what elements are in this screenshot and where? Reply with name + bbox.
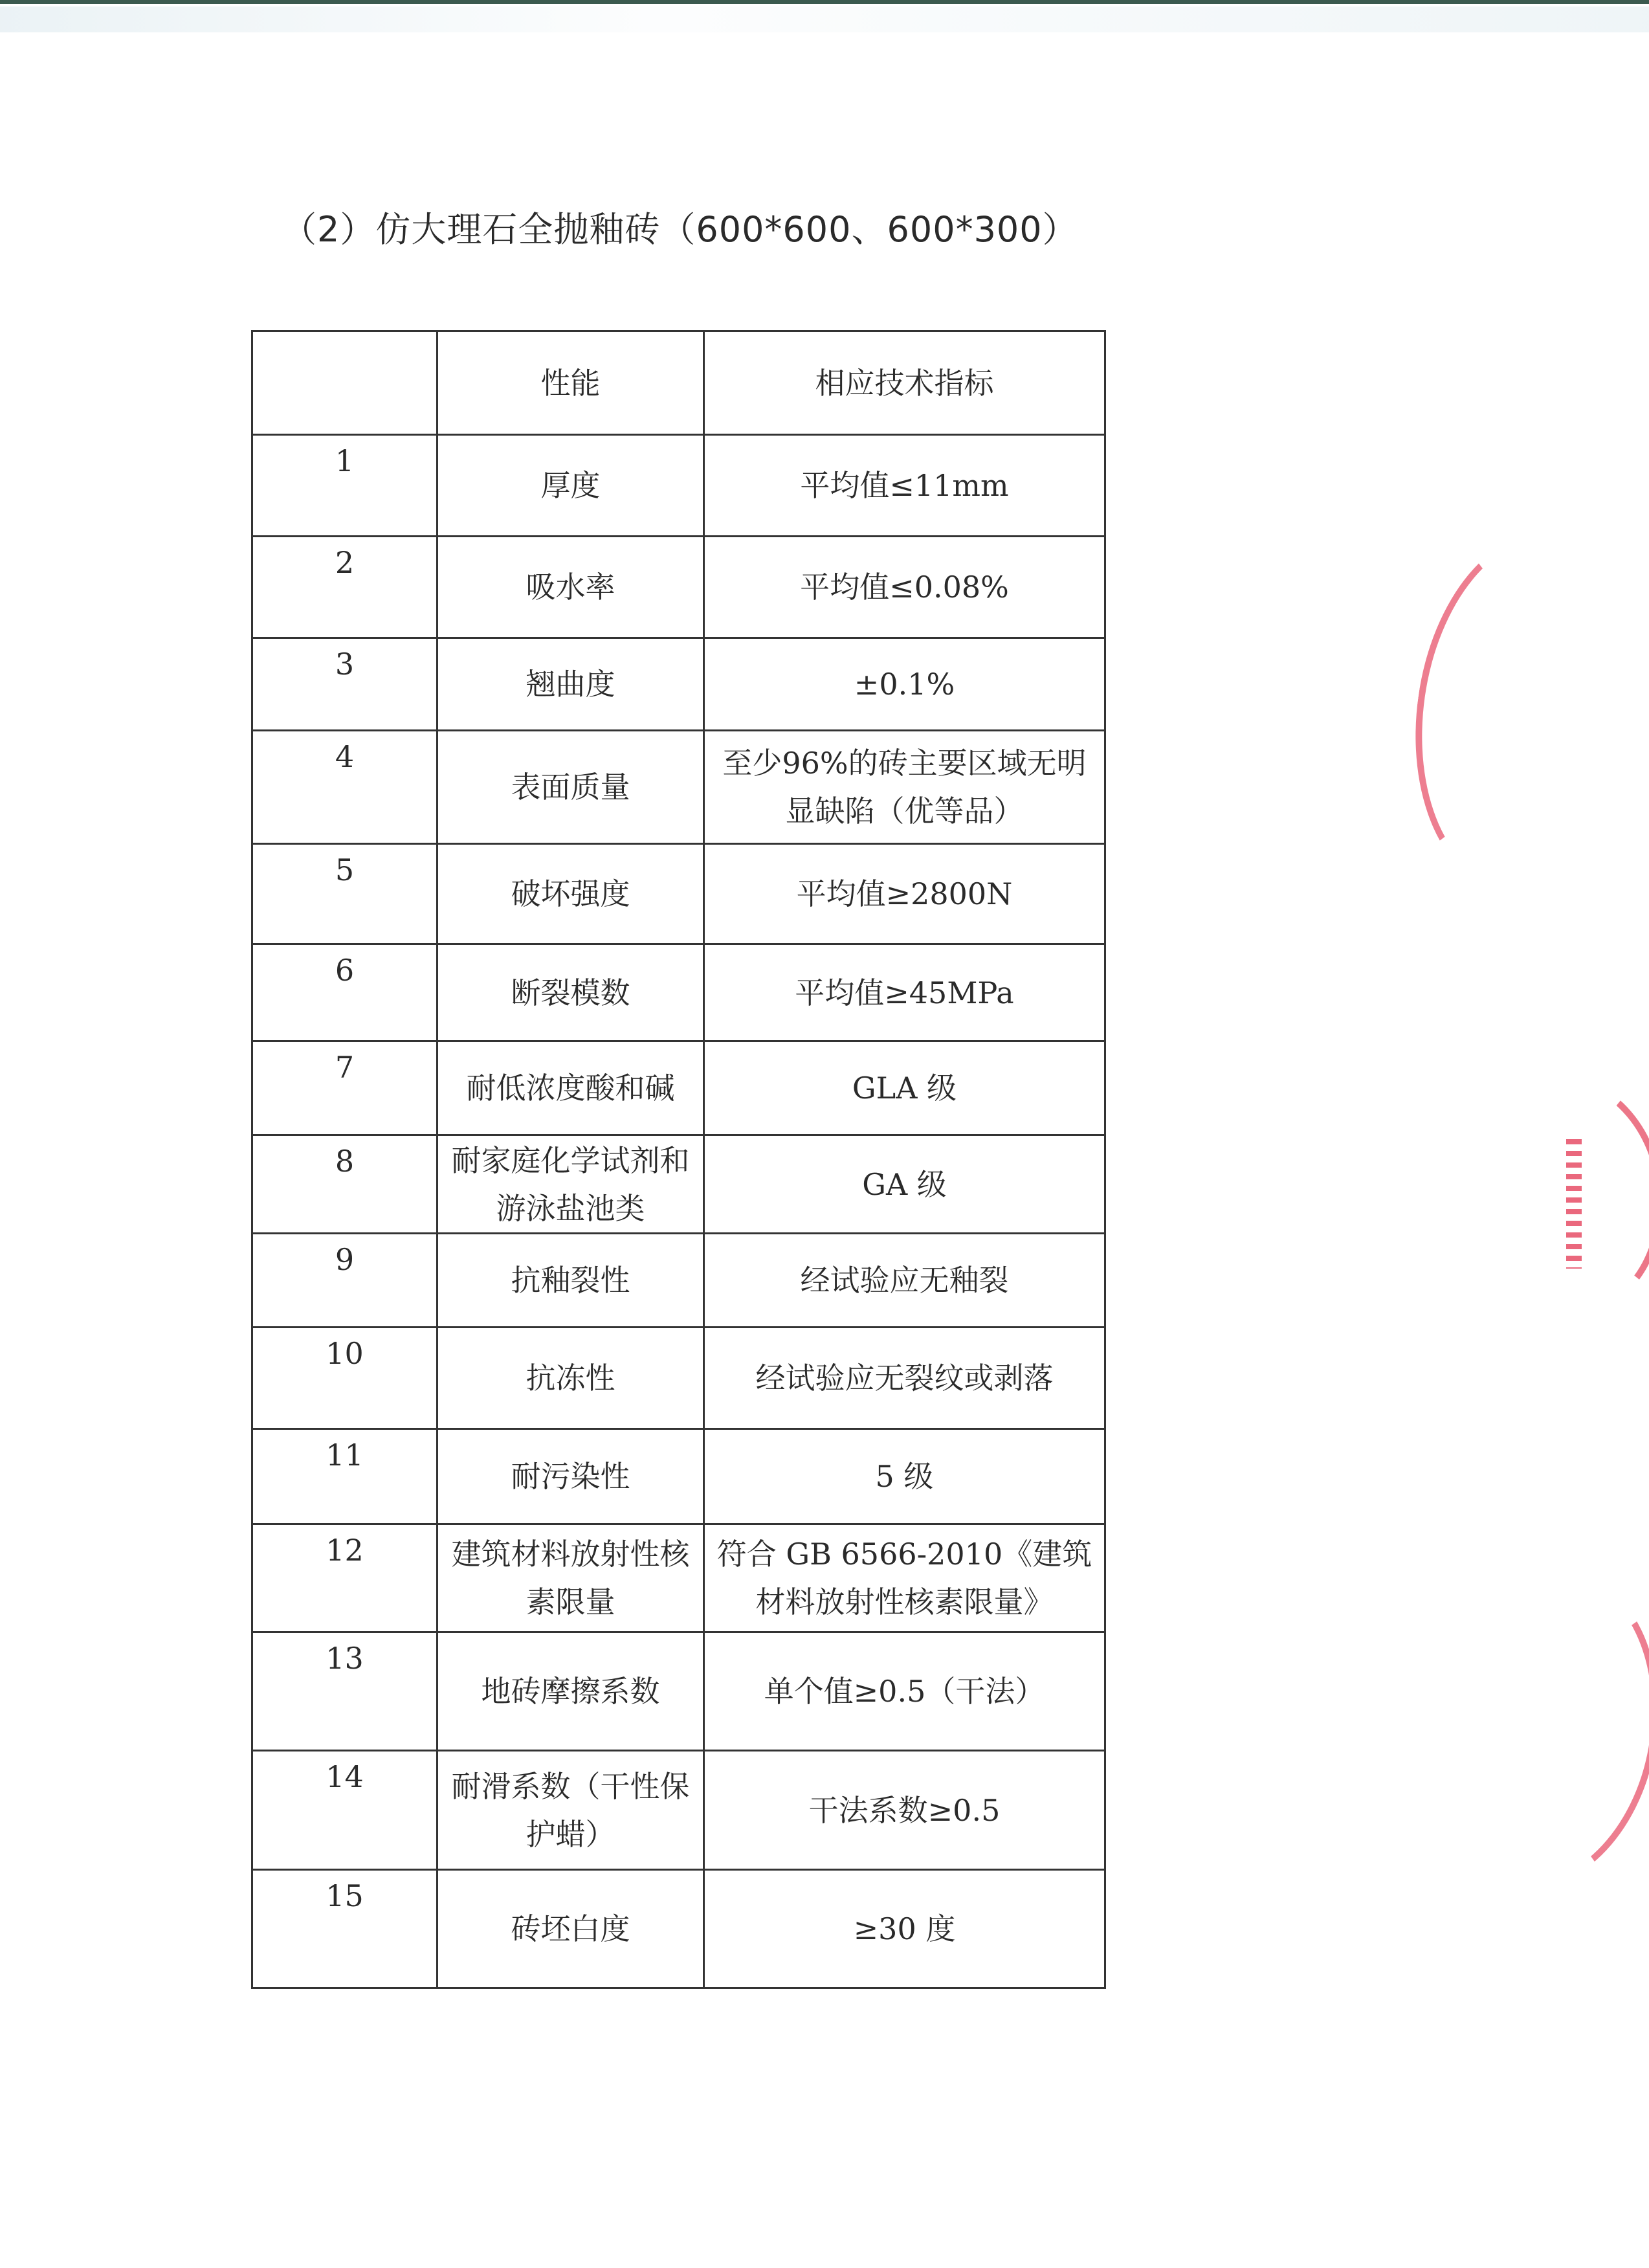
row-property: 耐低浓度酸和碱 <box>437 1041 704 1135</box>
row-property: 断裂模数 <box>437 944 704 1041</box>
header-cell-property: 性能 <box>437 331 704 435</box>
row-number: 7 <box>252 1041 437 1135</box>
row-value: ≥30 度 <box>704 1870 1105 1988</box>
row-number: 14 <box>252 1751 437 1870</box>
header-cell-index <box>252 331 437 435</box>
row-value: 平均值≥2800N <box>704 844 1105 944</box>
row-property: 厚度 <box>437 435 704 537</box>
row-value: GA 级 <box>704 1135 1105 1234</box>
row-number: 8 <box>252 1135 437 1234</box>
row-value: 至少96%的砖主要区域无明显缺陷（优等品） <box>704 731 1105 844</box>
row-property: 抗釉裂性 <box>437 1234 704 1328</box>
table-row <box>252 731 1105 844</box>
row-property: 建筑材料放射性核素限量 <box>437 1524 704 1632</box>
row-property: 地砖摩擦系数 <box>437 1632 704 1751</box>
row-number: 13 <box>252 1632 437 1751</box>
row-number: 5 <box>252 844 437 944</box>
row-property: 耐家庭化学试剂和游泳盐池类 <box>437 1135 704 1234</box>
table-row <box>252 435 1105 537</box>
red-seal-partial <box>1444 1064 1649 1330</box>
row-property: 耐污染性 <box>437 1429 704 1524</box>
row-value: ±0.1% <box>704 638 1105 731</box>
spec-table <box>251 330 1106 1989</box>
row-number: 4 <box>252 731 437 844</box>
table-row <box>252 1632 1105 1751</box>
row-number: 3 <box>252 638 437 731</box>
row-value: 平均值≤0.08% <box>704 537 1105 638</box>
row-number: 15 <box>252 1870 437 1988</box>
red-stamp-partial <box>1393 517 1649 907</box>
row-number: 12 <box>252 1524 437 1632</box>
row-value: 经试验应无裂纹或剥落 <box>704 1328 1105 1429</box>
seal-number-marks <box>1566 1139 1582 1269</box>
row-number: 11 <box>252 1429 437 1524</box>
row-number: 6 <box>252 944 437 1041</box>
row-value: 平均值≤11mm <box>704 435 1105 537</box>
row-number: 10 <box>252 1328 437 1429</box>
table-row <box>252 844 1105 944</box>
red-stamp-partial <box>1397 1549 1649 1908</box>
row-value: 干法系数≥0.5 <box>704 1751 1105 1870</box>
row-value: GLA 级 <box>704 1041 1105 1135</box>
table-row <box>252 1041 1105 1135</box>
table-row <box>252 1234 1105 1328</box>
table-row <box>252 638 1105 731</box>
table-row <box>252 1328 1105 1429</box>
table-row <box>252 1870 1105 1988</box>
row-number: 1 <box>252 435 437 537</box>
row-value: 单个值≥0.5（干法） <box>704 1632 1105 1751</box>
table-row <box>252 1135 1105 1234</box>
row-value: 平均值≥45MPa <box>704 944 1105 1041</box>
row-property: 耐滑系数（干性保护蜡） <box>437 1751 704 1870</box>
row-property: 砖坯白度 <box>437 1870 704 1988</box>
table-header-row <box>252 331 1105 435</box>
section-title: （2）仿大理石全抛釉砖（600*600、600*300） <box>282 209 1078 250</box>
table-row <box>252 944 1105 1041</box>
row-value: 符合 GB 6566-2010《建筑材料放射性核素限量》 <box>704 1524 1105 1632</box>
scan-top-edge <box>0 0 1649 4</box>
table-row <box>252 1751 1105 1870</box>
row-value: 经试验应无釉裂 <box>704 1234 1105 1328</box>
row-property: 翘曲度 <box>437 638 704 731</box>
row-property: 抗冻性 <box>437 1328 704 1429</box>
table-row <box>252 1524 1105 1632</box>
header-cell-value: 相应技术指标 <box>704 331 1105 435</box>
row-property: 表面质量 <box>437 731 704 844</box>
row-value: 5 级 <box>704 1429 1105 1524</box>
row-property: 吸水率 <box>437 537 704 638</box>
scan-artifact <box>0 6 1649 32</box>
table-row <box>252 537 1105 638</box>
row-number: 2 <box>252 537 437 638</box>
row-number: 9 <box>252 1234 437 1328</box>
row-property: 破坏强度 <box>437 844 704 944</box>
table-row <box>252 1429 1105 1524</box>
